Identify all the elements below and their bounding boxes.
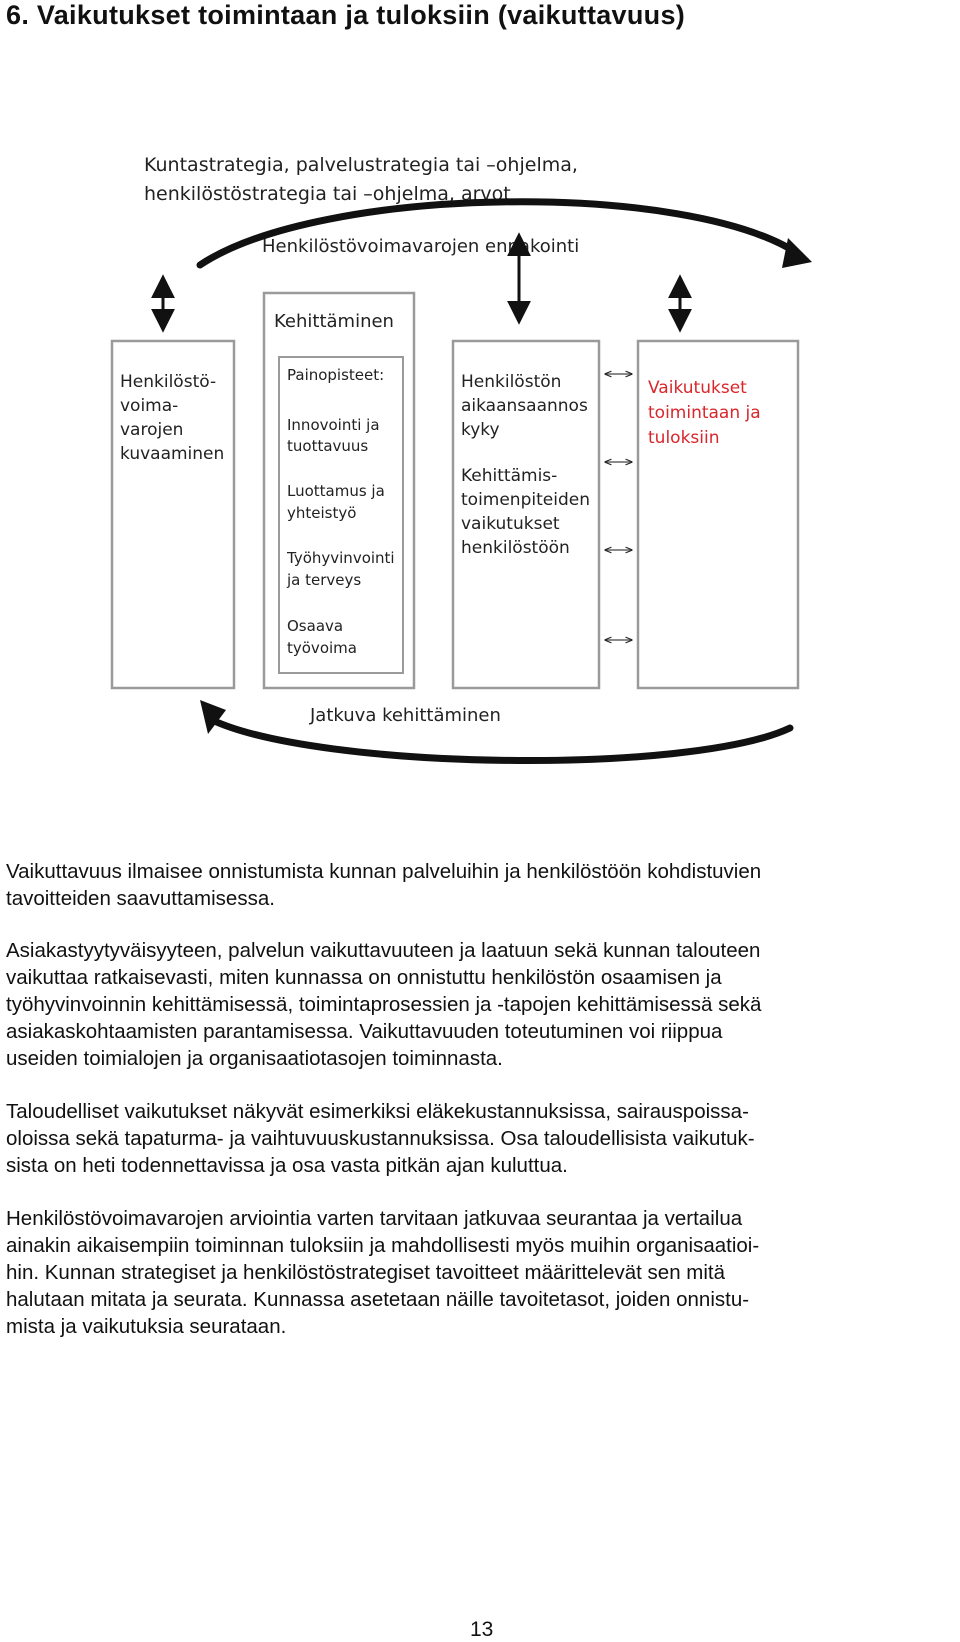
text-line: oloissa sekä tapaturma- ja vaihtuvuuskustannuksissa. Osa taloudellisista vaikutuk- <box>6 1127 755 1150</box>
text-line: Henkilöstövoimavarojen arviointia varten tarvitaan jatkuvaa seurantaa ja vertailua <box>6 1207 743 1230</box>
box1-line: Henkilöstö- <box>120 372 217 392</box>
text-line: Taloudelliset vaikutukset näkyvät esimerkiksi eläkekustannuksissa, sairauspoissa- <box>6 1100 749 1123</box>
text-line: halutaan mitata ja seurata. Kunnassa asetetaan näille tavoitetasot, joiden onnistu- <box>6 1288 750 1311</box>
box4-line: Vaikutukset <box>648 378 747 398</box>
text-line: Asiakastyytyväisyyteen, palvelun vaikuttavuuteen ja laatuun sekä kunnan talouteen <box>6 939 761 962</box>
box2-line: Painopisteet: <box>287 366 385 384</box>
box1-line: voima- <box>120 396 179 416</box>
box1-line: kuvaaminen <box>120 444 225 464</box>
top-arc-label: Henkilöstövoimavarojen ennakointi <box>262 236 580 257</box>
box1-line: varojen <box>120 420 184 440</box>
bottom-arc-label: Jatkuva kehittäminen <box>310 705 501 726</box>
box2-line: tuottavuus <box>287 437 369 455</box>
text-line: asiakaskohtaamisten parantamisessa. Vaikuttavuuden toteutuminen voi riippua <box>6 1020 723 1043</box>
box2-title: Kehittäminen <box>274 311 394 332</box>
box4-line: tuloksiin <box>648 428 720 448</box>
text-line: Vaikuttavuus ilmaisee onnistumista kunnan palveluihin ja henkilöstöön kohdistuvien <box>6 860 762 883</box>
box3-line: toimenpiteiden <box>461 490 590 510</box>
box2-line: ja terveys <box>287 571 362 589</box>
effectiveness-diagram <box>0 0 960 800</box>
box3-line: aikaansaannos <box>461 396 588 416</box>
box3-line: Henkilöstön <box>461 372 562 392</box>
bottom-arc-arrowhead <box>200 700 226 734</box>
text-line: vaikuttaa ratkaisevasti, miten kunnassa on onnistuttu henkilöstön osaamisen ja <box>6 966 722 989</box>
box3-line: Kehittämis- <box>461 466 558 486</box>
paragraph-3 <box>6 1098 956 1179</box>
paragraph-2 <box>6 937 956 1072</box>
box2-line: Innovointi ja <box>287 416 380 434</box>
top-label-line-2: henkilöstöstrategia tai –ohjelma, arvot <box>144 183 511 205</box>
section-heading: 6. Vaikutukset toimintaan ja tuloksiin (vaikuttavuus) <box>6 0 686 30</box>
box4-line: toimintaan ja <box>648 403 761 423</box>
text-line: ainakin aikaisempiin toiminnan tuloksiin ja mahdollisesti myös muihin organisaatioi- <box>6 1234 760 1257</box>
box3-line: henkilöstöön <box>461 538 570 558</box>
box2-line: Osaava <box>287 617 344 635</box>
box-resource-description <box>112 341 234 688</box>
top-label-line-1: Kuntastrategia, palvelustrategia tai –ohjelma, <box>144 154 578 176</box>
bottom-arc <box>212 720 790 761</box>
text-line: mista ja vaikutuksia seurataan. <box>6 1315 287 1338</box>
box2-line: Työhyvinvointi <box>287 549 395 567</box>
text-line: sista on heti todennettavissa ja osa vasta pitkän ajan kuluttua. <box>6 1154 568 1177</box>
box2-line: Luottamus ja <box>287 482 385 500</box>
top-arc-arrowhead <box>782 238 812 268</box>
page-number: 13 <box>470 1618 494 1641</box>
box3-line: vaikutukset <box>461 514 560 534</box>
box2-line: työvoima <box>287 639 357 657</box>
text-line: hin. Kunnan strategiset ja henkilöstöstrategiset tavoitteet määrittelevät sen mitä <box>6 1261 726 1284</box>
text-line: tavoitteiden saavuttamisessa. <box>6 887 275 910</box>
box2-line: yhteistyö <box>287 504 357 522</box>
text-line: useiden toimialojen ja organisaatiotasojen toiminnasta. <box>6 1047 503 1070</box>
paragraph-1 <box>6 858 956 912</box>
paragraph-4 <box>6 1205 956 1340</box>
box3-line: kyky <box>461 420 500 440</box>
text-line: työhyvinvoinnin kehittämisessä, toimintaprosessien ja -tapojen kehittämisessä sekä <box>6 993 762 1016</box>
